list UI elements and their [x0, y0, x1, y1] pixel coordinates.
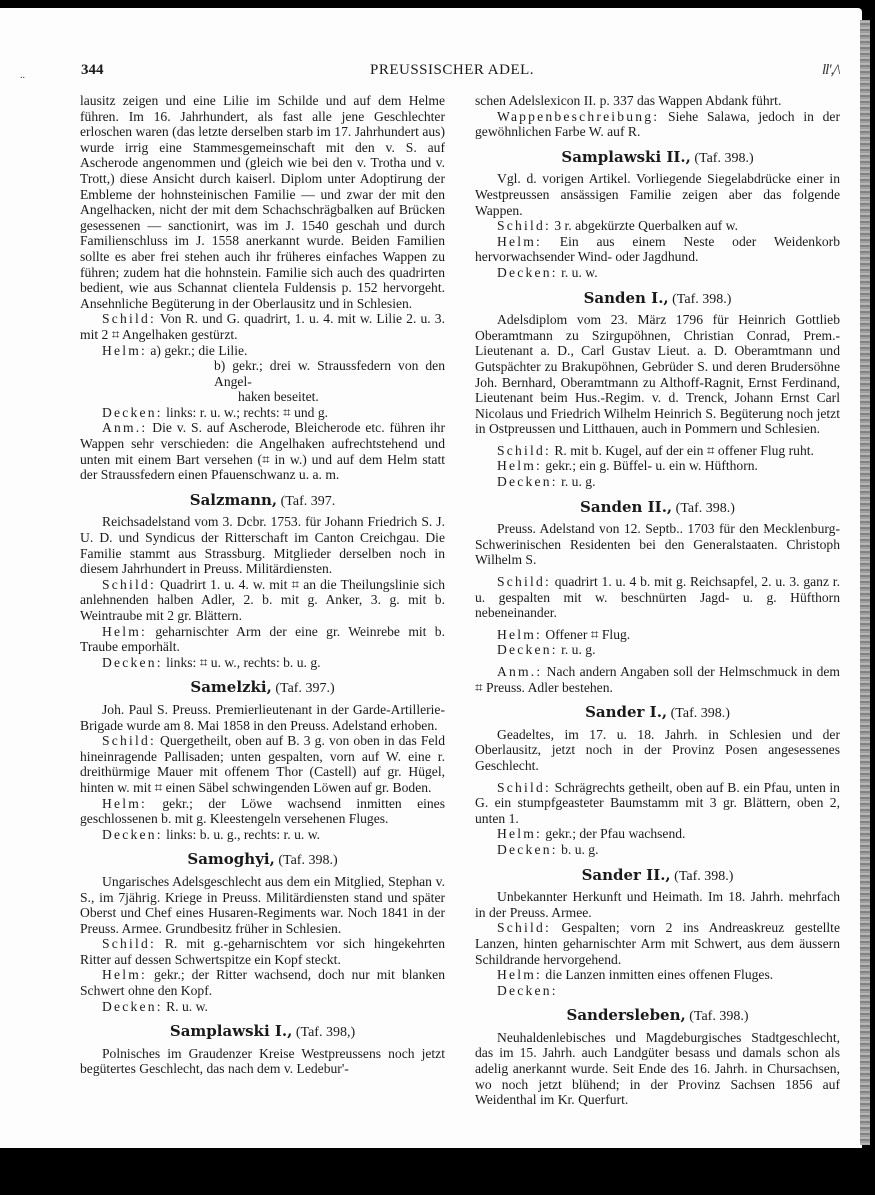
entry-text: Adelsdiplom vom 23. März 1796 für Heinrich Gottlieb Oberamtmann zu Szirgupöhnen, Christian Conrad, Prem.-Lieutenant a. D., Carl Gustav Lieut. a. D. Oberamtmann und Gutspächter zu Brakupöhnen, Gebrüder S. und deren Brudersöhne Joh. Bernhard, Oberamtmann zu Althoff-Ragnit, Ernst Ferdinand, Lieutenant beim Hus.-Regim. v. d. Trenck, Johann Ernst Carl Nicolaus und Friedrich Wilhelm Heinrich S. Begüterung noch jetzt in Ostpreussen und Litthauen, auch in Pommern und Schlesien. — [475, 312, 840, 437]
helm-line: Helm: die Lanzen inmitten eines offenen Fluges. — [497, 967, 774, 983]
entry-text: Vgl. d. vorigen Artikel. Vorliegende Siegelabdrücke einer in Westpreussen ansässigen Familie zeigen aber das folgende Wappen. — [475, 171, 840, 218]
page-number: 344 — [81, 62, 104, 78]
entry-heading-sanden-ii: Sanden II., (Taf. 398.) — [580, 497, 735, 516]
decken-line: Decken: r. u. g. — [497, 642, 596, 658]
helm-line: Helm: gekr.; der Löwe wachsend inmitten eines geschlossenen b. mit g. Kleestengeln versehenen Fluges. — [80, 795, 446, 827]
schild-line: Schild: quadrirt 1. u. 4 b. mit g. Reichsapfel, 2. u. 3. ganz r. u. gespalten mit w. beschnürten Jagd- u. g. Hüfthorn nebeneinander. — [475, 574, 840, 621]
helm-line: Helm: gekr.; der Ritter wachsend, doch nur mit blanken Schwert ohne den Kopf. — [80, 967, 445, 999]
entry-text: Neuhaldenlebisches und Magdeburgisches Stadtgeschlecht, das im 15. Jahrh. auch Landgüter besass und damals schon als adelig anerkannt wurde. Seit Ende des 16. Jahrh. in Chursachsen, wo noch jetzt blühend; in der Provinz Sachsen 1856 auf Weidenthal im Kr. Querfurt. — [475, 1029, 840, 1108]
entry-text: Joh. Paul S. Preuss. Premierlieutenant in der Garde-Artillerie-Brigade wurde am 8. Mai 1858 in den Preuss. Adelstand erhoben. — [80, 701, 445, 733]
entry-text: Geadeltes, im 17. u. 18. Jahrh. in Schlesien und der Oberlausitz, jetzt noch in der Provinz Posen angesessenes Geschlecht. — [475, 726, 840, 773]
decken-line: Decken: r. u. w. — [497, 264, 598, 280]
helm-line: Helm: gekr.; ein g. Büffel- u. ein w. Hüfthorn. — [497, 458, 758, 474]
continuation-text: lausitz zeigen und eine Lilie im Schilde und auf dem Helme führen. Im 16. Jahrhundert, als fast alle jene Geschlechter erloschen waren (das letzte derselben starb im 17. Jahrhundert aus) wurde irrig eine Stammesgemeinschaft mit den v. S. auf Ascherode angenommen und (gleich wie bei den v. Trotha und v. Trott,) diese Ansicht durch kaiserl. Diplom unter Adoptirung der Embleme der hohnsteinischen Familie — und zwar der mit den Angelhacken, nicht der mit dem Schachschrägbalken auf Brücken gesessenen — sanctionirt, was im J. 1540 geschah und durch Familienschluss im J. 1558 anerkannt wurde. Beiden Familien sollte es aber frei stehen auch ihr früheres einfaches Wappen zu führen; zudem hat die hohnstein. Familie sich auch des quadrirten bedient, wie aus Schannat clientela Fuldensis p. 152 hervorgeht. Ansehnliche Begüterung in der Oberlausitz und in Schlesien. — [80, 93, 445, 311]
schild-line: Schild: Gespalten; vorn 2 ins Andreaskreuz gestellte Lanzen, hinten geharnischter Arm mit Schwert, aus dem äussern Schildrande hervorgehend. — [475, 920, 840, 967]
schild-label: Schild: — [102, 311, 156, 327]
helm-line: Helm: geharnischter Arm der eine gr. Weinrebe mit b. Traube emporhält. — [80, 623, 445, 655]
entry-text: Reichsadelstand vom 3. Dcbr. 1753. für Johann Friedrich S. J. U. D. und Syndicus der Ritterschaft im Canton Creichgau. Die Familie stammt aus Strassburg. Mitglieder derselben noch in diesem Jahrhundert in Preuss. Militärdiensten. — [80, 514, 445, 577]
helm-line: Helm: Offener ⌗ Flug. — [497, 626, 631, 642]
helm-line: Helm: gekr.; der Pfau wachsend. — [497, 826, 686, 842]
right-column — [475, 93, 840, 1108]
entry-heading-samplawski-i: Samplawski I., (Taf. 398,) — [169, 1022, 356, 1041]
entry-text: Unbekannter Herkunft und Heimath. Im 18. Jahrh. mehrfach in der Preuss. Armee. — [475, 889, 840, 920]
page-edge-shadow — [860, 20, 870, 1145]
schild-line: Schild: R. mit g.-geharnischtem vor sich hingekehrten Ritter auf dessen Schwertspitze ein Kopf steckt. — [80, 936, 445, 967]
left-column — [80, 93, 445, 1077]
schild-line: Schild: Quergetheilt, oben auf B. 3 g. von oben in das Feld hineinragende Pallisaden; unten gespalten, vorn auf W. eine r. dreithürmige Mauer mit offenem Thor (Castell) auf gr. Hügel, hinten w. mit ⌗ einen Säbel schwingenden Löwen auf gr. Boden. — [80, 733, 446, 795]
decken-line: Decken: links: r. u. w.; rechts: ⌗ und g. — [102, 404, 329, 420]
entry-heading-sander-ii: Sander II., (Taf. 398.) — [581, 865, 734, 884]
schild-line: Schild: Quadrirt 1. u. 4. w. mit ⌗ an die Theilungslinie sich anlehnenden halben Adler, 2. b. mit g. Anker, 3. g. mit b. Weintraube mit 2 gr. Blättern. — [80, 576, 446, 623]
wappen-label: Wappenbeschreibung: — [497, 108, 660, 124]
decken-line: Decken: r. u. g. — [497, 474, 596, 490]
schild-line: Schild: R. mit b. Kugel, auf der ein ⌗ offener Flug ruht. — [497, 442, 814, 458]
entry-heading-samelzki: Samelzki, (Taf. 397.) — [190, 678, 335, 697]
running-head: PREUSSISCHER ADEL. — [370, 62, 535, 78]
helm-line-b: b) gekr.; drei w. Straussfedern von den Angel- — [214, 358, 445, 389]
entry-heading-sander-i: Sander I., (Taf. 398.) — [585, 703, 730, 722]
margin-mark: .. — [20, 70, 25, 81]
decken-line: Decken: — [497, 982, 558, 998]
entry-heading-samplawski-ii: Samplawski II., (Taf. 398.) — [561, 147, 754, 166]
entry-heading-sandersleben: Sandersleben, (Taf. 398.) — [566, 1006, 749, 1025]
decken-label: Decken: — [102, 404, 163, 420]
decken-line: Decken: b. u. g. — [497, 841, 599, 857]
decken-line: Decken: links: b. u. g., rechts: r. u. w. — [102, 826, 321, 842]
handwritten-annotation: ll',/\ — [822, 62, 840, 78]
wappen-line: Wappenbeschreibung: Siehe Salawa, jedoch in der gewöhnlichen Farbe W. auf R. — [475, 108, 840, 140]
schild-line: Schild: Schrägrechts getheilt, oben auf B. ein Pfau, unten in G. ein stumpfgeasteter Baumstamm mit 3 gr. Blättern, oben 2, unten 1. — [475, 779, 840, 826]
entry-text: Ungarisches Adelsgeschlecht aus dem ein Mitglied, Stephan v. S., im 7jährig. Kriege in Preuss. Militärdiensten stand und später Oberst und Chef eines Husaren-Regiments war. Noch 1841 in der Preuss. Armee. Grundbesitz früher in Schlesien. — [80, 873, 445, 936]
decken-line: Decken: R. u. w. — [102, 998, 208, 1014]
entry-text: Preuss. Adelstand von 12. Septb.. 1703 für den Mecklenburg-Schwerinischen Residenten bei den Generalstaaten. Christoph Wilhelm S. — [475, 521, 840, 568]
anm-line: Anm.: Die v. S. auf Ascherode, Bleicherode etc. führen ihr Wappen sehr verschieden: die Angelhaken aufrechtstehend und unten mit einem Bart versehen (⌗ in w.) und auf dem Helm statt der Straussfedern einen Pfauenschwanz u. a. m. — [80, 420, 445, 483]
entry-heading-samoghyi: Samoghyi, (Taf. 398.) — [187, 850, 338, 869]
helm-line-b2: haken beseitet. — [238, 389, 319, 405]
entry-text: Polnisches im Graudenzer Kreise Westpreussens noch jetzt begütertes Geschlecht, das nach dem v. Ledebur'- — [80, 1045, 445, 1077]
decken-line: Decken: links: ⌗ u. w., rechts: b. u. g. — [102, 654, 321, 670]
continuation-text: schen Adelslexicon II. p. 337 das Wappen Abdank führt. — [475, 93, 782, 108]
entry-heading-salzmann: Salzmann, (Taf. 397. — [189, 490, 336, 509]
schild-line: Schild: 3 r. abgekürzte Querbalken auf w. — [497, 218, 739, 234]
anm-line: Anm.: Nach andern Angaben soll der Helmschmuck in dem ⌗ Preuss. Adler bestehen. — [475, 664, 840, 695]
helm-line: Helm: a) gekr.; die Lilie. — [102, 342, 248, 358]
helm-line: Helm: Ein aus einem Neste oder Weidenkorb hervorwachsender Wind- oder Jagdhund. — [475, 233, 840, 265]
helm-label: Helm: — [102, 342, 147, 358]
anm-label: Anm.: — [102, 420, 148, 436]
entry-heading-sanden-i: Sanden I., (Taf. 398.) — [583, 288, 732, 307]
schild-line: Schild: Von R. und G. quadrirt, 1. u. 4. mit w. Lilie 2. u. 3. mit 2 ⌗ Angelhaken gestürzt. — [80, 311, 445, 342]
